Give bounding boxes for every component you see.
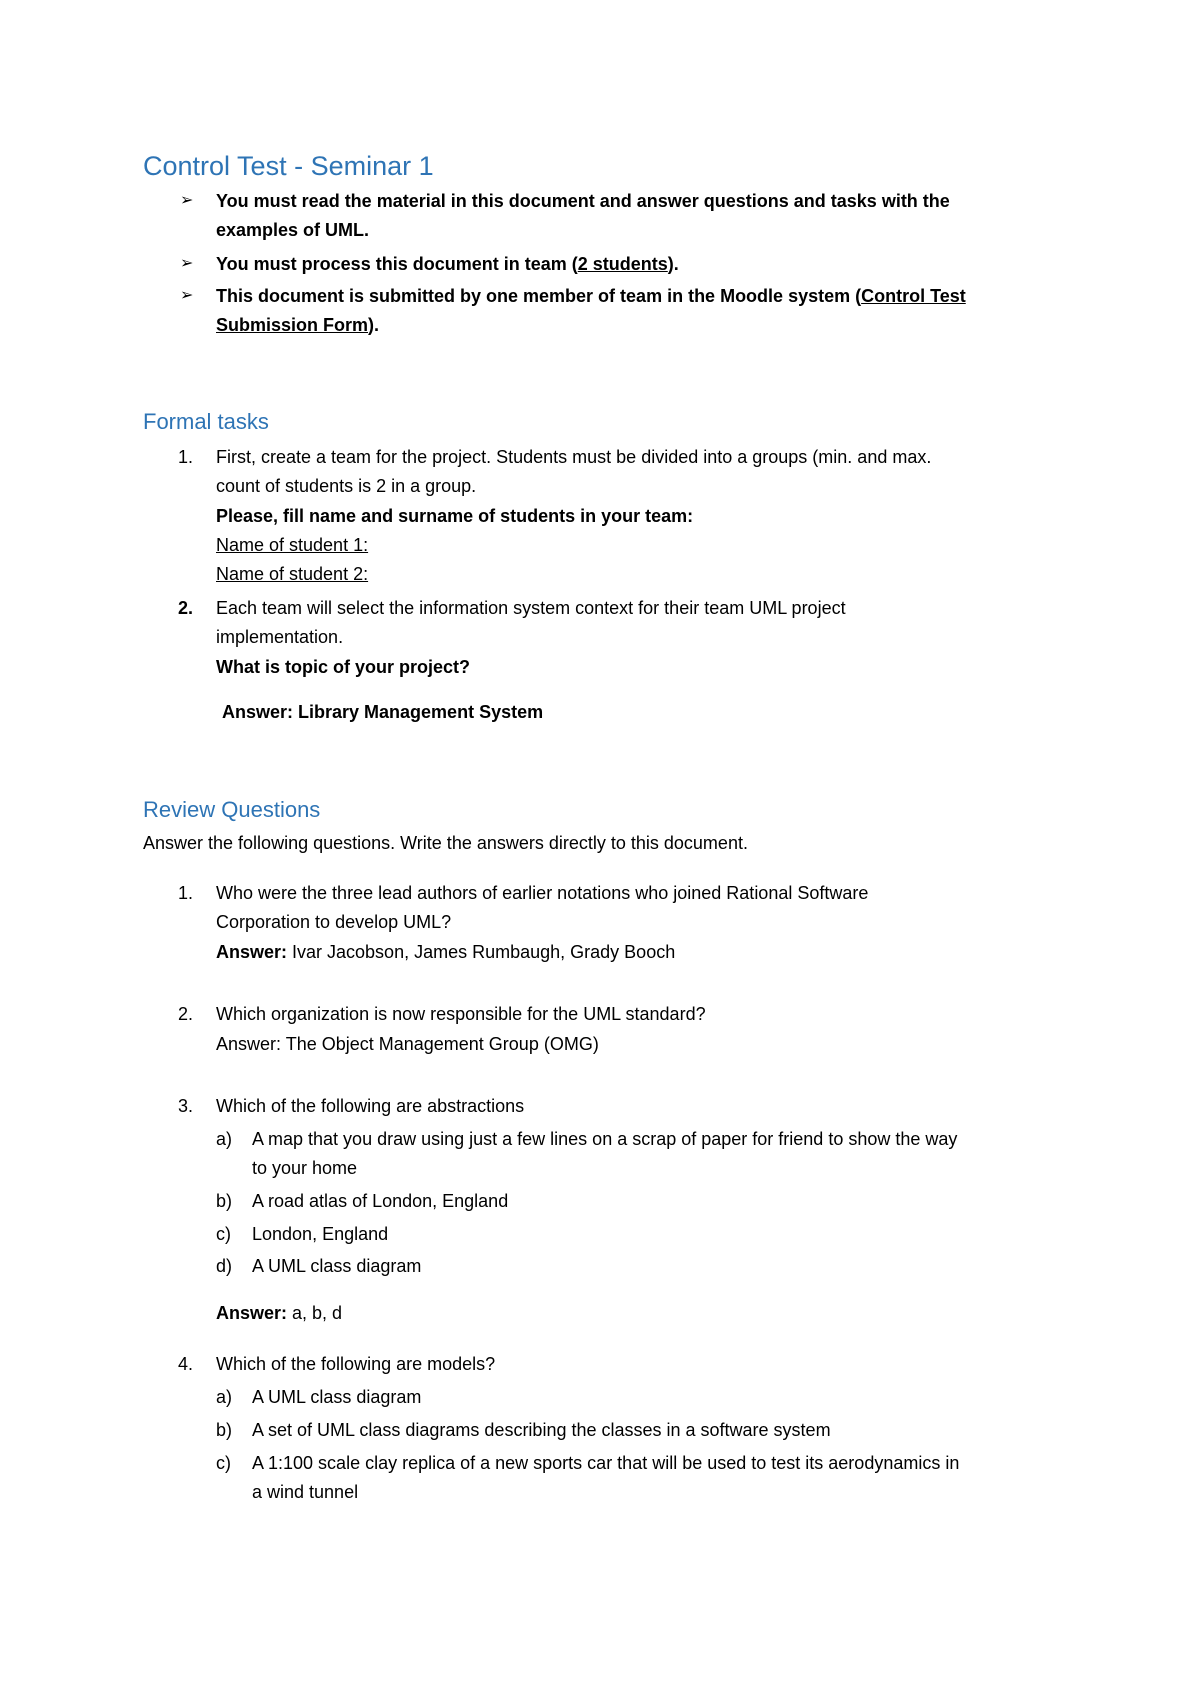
formal-task-2-line-3: What is topic of your project? <box>216 657 471 677</box>
intro-bullet-1-line-2: examples of UML. <box>216 220 370 240</box>
option-label: a) <box>216 1129 233 1149</box>
intro-bullet-1-line-1: You must read the material in this document and answer questions and tasks with the <box>216 191 950 211</box>
bullet-arrow-icon: ➢ <box>180 192 194 209</box>
bullet-arrow-icon: ➢ <box>180 255 194 272</box>
question-3-line-1: Which of the following are abstractions <box>216 1096 525 1116</box>
question-2-line-1: Which organization is now responsible for the UML standard? <box>216 1004 706 1024</box>
formal-item-number: 2. <box>178 598 194 618</box>
question-3-option-a-line-1: A map that you draw using just a few lines on a scrap of paper for friend to show the way <box>252 1129 958 1149</box>
formal-task-1-line-2: count of students is 2 in a group. <box>216 476 477 496</box>
formal-task-2-line-1: Each team will select the information system context for their team UML project <box>216 598 846 618</box>
formal-task-1-line-1: First, create a team for the project. Students must be divided into a groups (min. and max. <box>216 447 932 467</box>
student-1-field[interactable]: Name of student 1: <box>216 535 369 555</box>
submission-form-link[interactable]: Control Test <box>861 286 966 306</box>
question-2-answer: Answer: The Object Management Group (OMG) <box>216 1034 599 1054</box>
review-questions-heading: Review Questions <box>143 797 321 822</box>
question-3-option-b: A road atlas of London, England <box>252 1191 509 1211</box>
page-title: Control Test - Seminar 1 <box>143 151 434 181</box>
formal-tasks-heading: Formal tasks <box>143 409 269 434</box>
review-intro: Answer the following questions. Write the answers directly to this document. <box>143 833 748 853</box>
student-2-field[interactable]: Name of student 2: <box>216 564 369 584</box>
question-number: 2. <box>178 1004 194 1024</box>
project-topic-answer: Answer: Library Management System <box>222 702 544 722</box>
bullet-arrow-icon: ➢ <box>180 287 194 304</box>
formal-item-number: 1. <box>178 447 194 467</box>
question-3-option-d: A UML class diagram <box>252 1256 422 1276</box>
intro-bullet-2: You must process this document in team (2 students). <box>216 254 679 274</box>
question-1-line-2: Corporation to develop UML? <box>216 912 452 932</box>
formal-task-2-line-2: implementation. <box>216 627 344 647</box>
formal-task-1-line-3: Please, fill name and surname of students in your team: <box>216 506 694 526</box>
option-label: a) <box>216 1387 233 1407</box>
intro-bullet-3-line-1: This document is submitted by one member of team in the Moodle system (Control Test <box>216 286 966 306</box>
question-1-answer: Answer: Ivar Jacobson, James Rumbaugh, Grady Booch <box>216 942 676 962</box>
question-4-option-c-line-1: A 1:100 scale clay replica of a new sports car that will be used to test its aerodynamics in <box>252 1453 960 1473</box>
question-3-option-c: London, England <box>252 1224 389 1244</box>
question-4-option-b: A set of UML class diagrams describing the classes in a software system <box>252 1420 831 1440</box>
question-1-line-1: Who were the three lead authors of earlier notations who joined Rational Software <box>216 883 869 903</box>
question-4-line-1: Which of the following are models? <box>216 1354 496 1374</box>
question-number: 1. <box>178 883 194 903</box>
option-label: c) <box>216 1224 231 1244</box>
option-label: b) <box>216 1191 233 1211</box>
question-number: 3. <box>178 1096 194 1116</box>
question-4-option-c-line-2: a wind tunnel <box>252 1482 359 1502</box>
question-4-option-a: A UML class diagram <box>252 1387 422 1407</box>
submission-form-link-cont[interactable]: Submission Form <box>216 315 369 335</box>
question-number: 4. <box>178 1354 194 1374</box>
option-label: b) <box>216 1420 233 1440</box>
option-label: c) <box>216 1453 231 1473</box>
option-label: d) <box>216 1256 233 1276</box>
students-count-link[interactable]: 2 students <box>577 254 668 274</box>
question-3-option-a-line-2: to your home <box>252 1158 358 1178</box>
intro-bullet-3-line-2: Submission Form). <box>216 315 380 335</box>
question-3-answer: Answer: a, b, d <box>216 1303 343 1323</box>
